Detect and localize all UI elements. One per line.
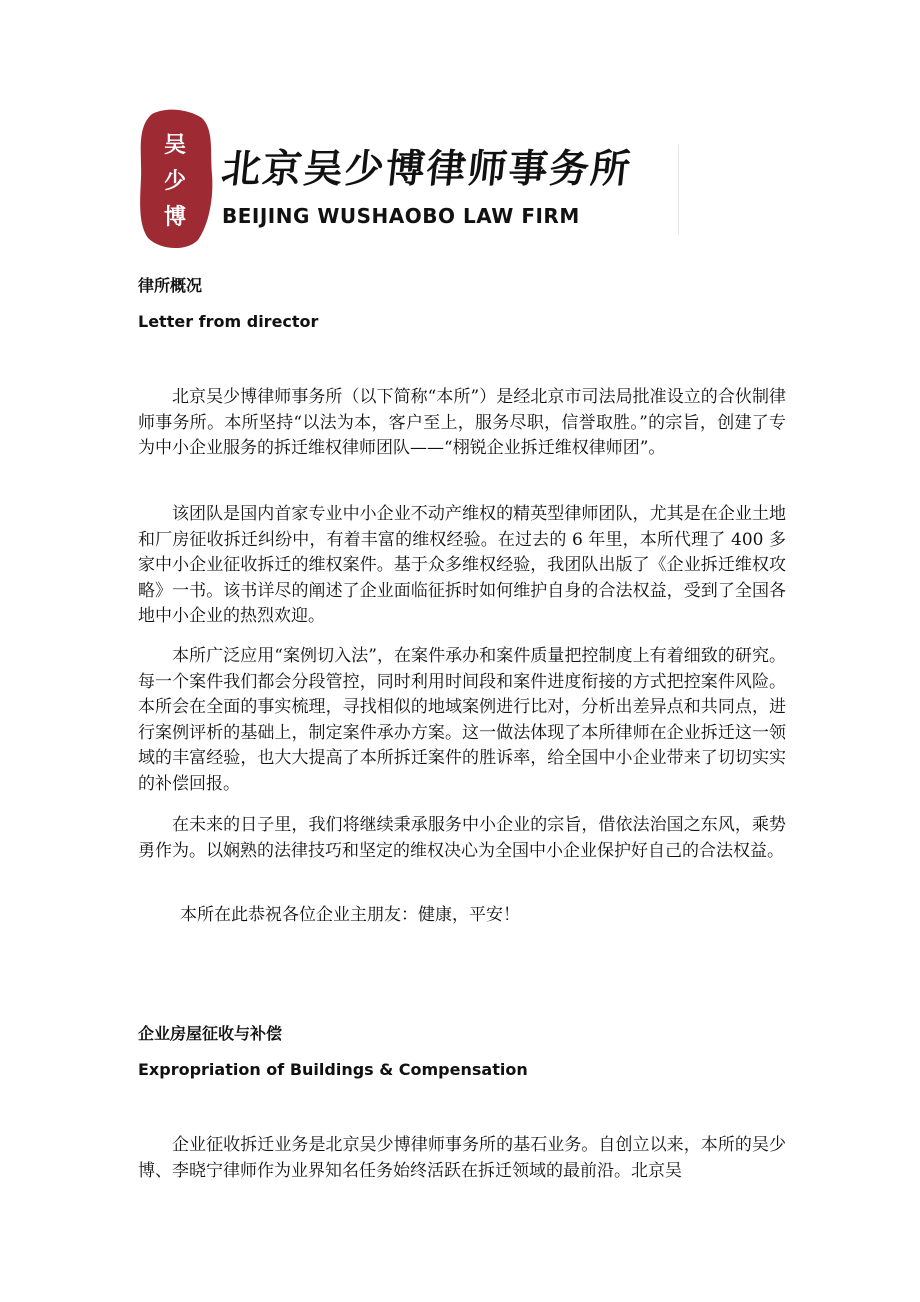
divider <box>678 145 679 235</box>
section-heading-overview-en: Letter from director <box>138 312 319 331</box>
firm-logo <box>138 108 635 253</box>
paragraph: 在未来的日子里，我们将继续秉承服务中小企业的宗旨，借依法治国之东风，乘势勇作为。以娴熟的法律技巧和坚定的维权决心为全国中小企业保护好自己的合法权益。 <box>138 815 786 861</box>
paragraph: 本所广泛应用“案例切入法”，在案件承办和案件质量把控制度上有着细致的研究。每一个案件我们都会分段管控，同时利用时间段和案件进度衔接的方式把控案件风险。本所会在全面的事实梳理，寻找相似的地域案例进行比对，分析出差异点和共同点，进行案例评析的基础上，制定案件承办方案。这一做法体现了本所律师在企业拆迁这一领域的丰富经验，也大大提高了本所拆迁案件的胜诉率，给全国中小企业带来了切切实实的补偿回报。 <box>138 646 786 794</box>
paragraph: 企业征收拆迁业务是北京吴少博律师事务所的基石业务。自创立以来，本所的吴少博、李晓宁律师作为业界知名任务始终活跃在拆迁领域的最前沿。北京吴 <box>138 1135 786 1181</box>
firm-name-english: BEIJING WUSHAOBO LAW FIRM <box>222 204 580 228</box>
section-heading-expropriation-cn: 企业房屋征收与补偿 <box>138 1024 283 1043</box>
firm-name-chinese: 北京吴少博律师事务所 <box>219 146 635 192</box>
seal-icon <box>138 108 213 250</box>
section-heading-expropriation-en: Expropriation of Buildings & Compensation <box>138 1060 528 1079</box>
seal-char-2: 少 <box>163 169 187 194</box>
seal-char-3: 博 <box>163 205 187 230</box>
section-heading-overview-cn: 律所概况 <box>138 276 203 295</box>
paragraph: 北京吴少博律师事务所（以下简称“本所”）是经北京市司法局批准设立的合伙制律师事务所。本所坚持“以法为本，客户至上，服务尽职，信誉取胜。”的宗旨，创建了专为中小企业服务的拆迁维权律师团队——“栩锐企业拆迁维权律师团”。 <box>138 387 786 458</box>
seal-char-1: 吴 <box>163 133 187 158</box>
paragraph-closing: 本所在此恭祝各位企业主朋友：健康，平安！ <box>180 905 520 925</box>
paragraph: 该团队是国内首家专业中小企业不动产维权的精英型律师团队，尤其是在企业土地和厂房征收拆迁纠纷中，有着丰富的维权经验。在过去的 6 年里，本所代理了 400 多家中小企业征收拆迁的维权案件。基于众多维权经验，我团队出版了《企业拆迁维权攻略》一书。该书详尽的阐述了企业面临征拆时如何维护自身的合法权益，受到了全国各地中小企业的热烈欢迎。 <box>138 504 786 626</box>
